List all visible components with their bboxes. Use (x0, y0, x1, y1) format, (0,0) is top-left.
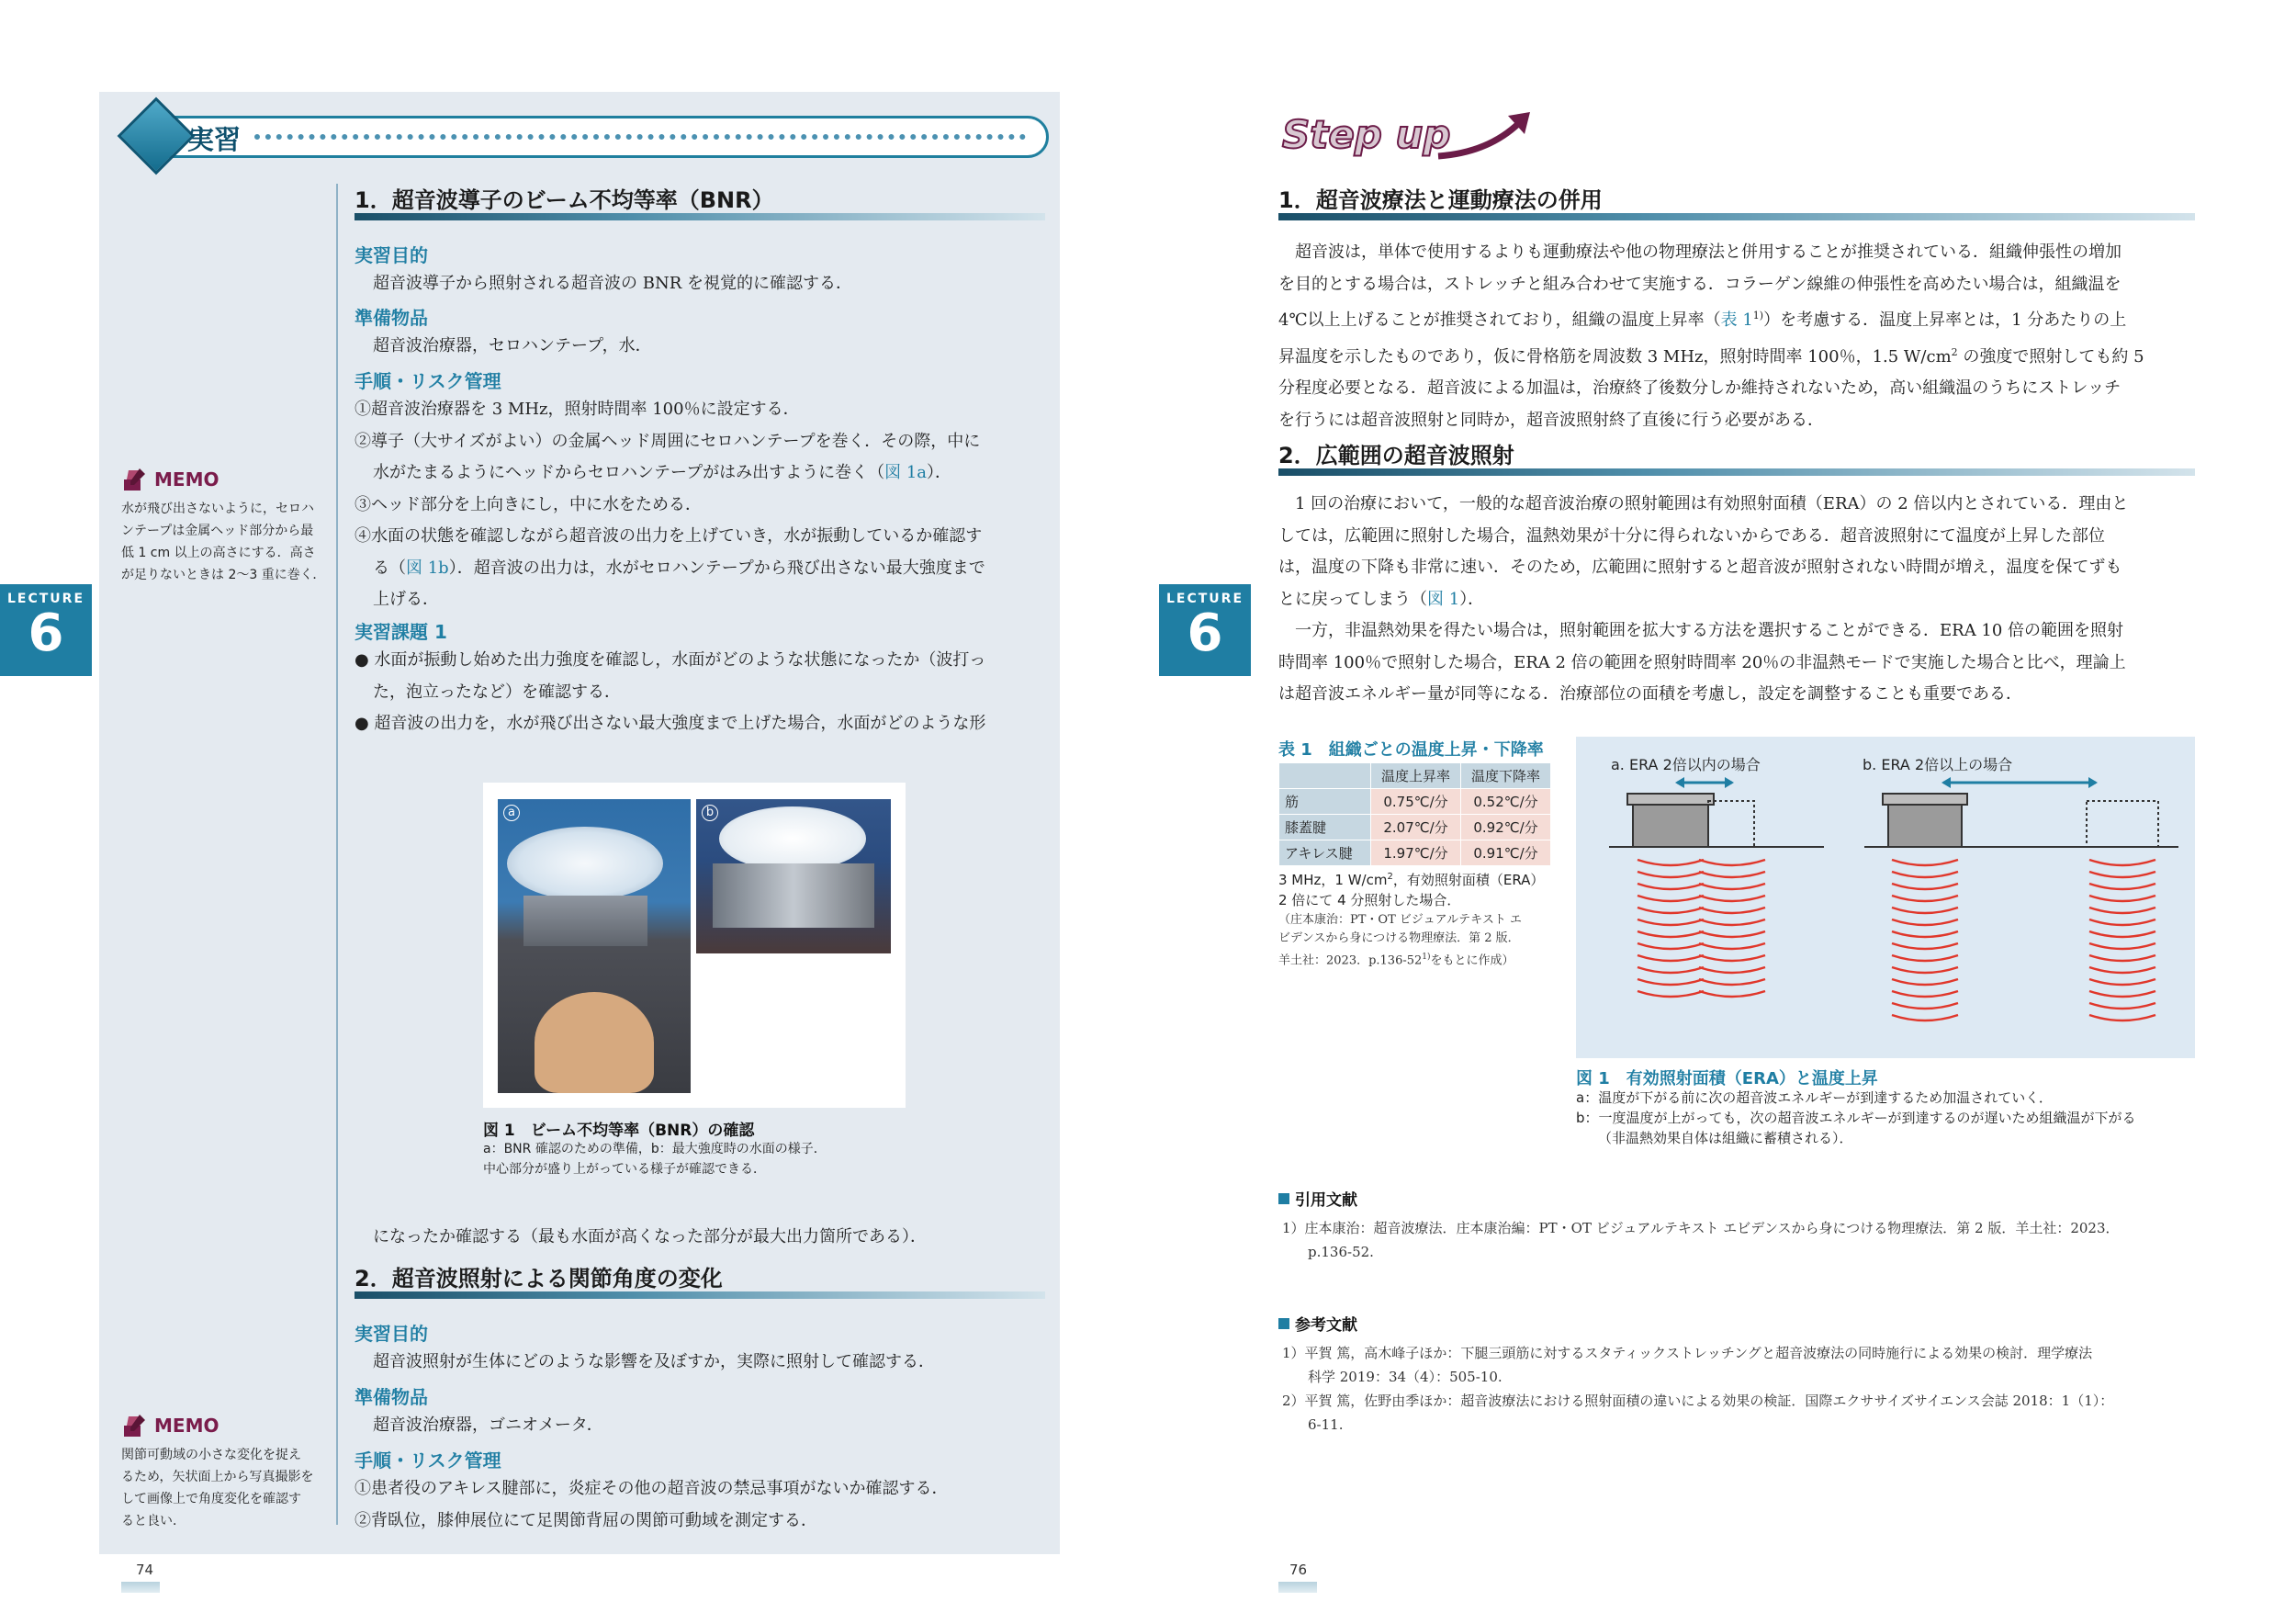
procedure-step-continued: 上げる． (373, 590, 439, 609)
ultrasound-wave (2089, 931, 2155, 937)
memo-line: ンテープは金属ヘッド部分から最 (121, 524, 314, 538)
table-note-line: 2 倍にて 4 分照射した場合． (1278, 892, 1461, 908)
body-paragraph (1278, 489, 2197, 711)
body-line: を目的とする場合は，ストレッチと組み合わせて実施する．コラーゲン線維の伸張性を高めたい場合は，組織温を (1278, 274, 2122, 294)
ultrasound-wave (1892, 1015, 1958, 1021)
body-line (1278, 584, 2197, 616)
subheading: 準備物品 (355, 307, 428, 329)
ultrasound-wave (1699, 955, 1765, 961)
section-heading-rule (355, 1291, 1045, 1299)
section-heading: 1．超音波導子のビーム不均等率（BNR） (355, 187, 774, 213)
body-line: 超音波は，単体で使用するよりも運動療法や他の物理療法と併用することが推奨されている．組織伸張性の増加 (1295, 242, 2122, 262)
ultrasound-wave (1638, 931, 1704, 937)
ultrasound-wave (1892, 991, 1958, 997)
figure-caption-line: b：一度温度が上がっても，次の超音波エネルギーが到達するのが遅いため組織温が下がる (1576, 1110, 2136, 1126)
ultrasound-wave (1892, 955, 1958, 961)
procedure-text: ）．超音波の出力は，水がセロハンテープから飛び出さない最大強度まで (448, 558, 985, 578)
ultrasound-wave (2089, 979, 2155, 985)
ultrasound-wave (1892, 931, 1958, 937)
table-header-cell (1279, 763, 1371, 789)
section-heading: 1．超音波療法と運動療法の併用 (1278, 187, 1603, 213)
subheading: 手順・リスク管理 (355, 1449, 501, 1472)
memo-text (121, 498, 328, 586)
lecture-tab (1159, 584, 1251, 676)
ultrasound-wave (2089, 955, 2155, 961)
citation-superscript: 1) (1752, 310, 1764, 321)
procedure-step-continued (355, 457, 985, 490)
ultrasound-wave (1892, 872, 1958, 877)
memo-line: ると良い． (121, 1514, 186, 1528)
task-list (355, 645, 985, 740)
stepup-banner (1278, 108, 1536, 171)
procedure-step-continued (355, 553, 985, 585)
table-note-line (1278, 867, 1544, 890)
ultrasound-wave (2089, 896, 2155, 901)
table-source-text: をもとに作成） (1430, 953, 1514, 968)
procedure-text: る（ (373, 558, 406, 578)
photo-bnr-max-intensity (696, 799, 891, 953)
subheading: 実習課題 1 (355, 621, 447, 643)
ultrasound-wave (1638, 991, 1704, 997)
figure-caption-title: 図 1 ビーム不均等率（BNR）の確認 (483, 1122, 755, 1140)
ultrasound-wave (1699, 896, 1765, 901)
photo-label: b (702, 805, 718, 821)
memo-line: 関節可動域の小さな変化を捉え (121, 1448, 301, 1462)
procedure-list (355, 1473, 949, 1537)
table-cell: アキレス腱 (1279, 840, 1371, 866)
table-source-text: 羊土社：2023．p.136-52 (1278, 953, 1423, 968)
memo-text (121, 1444, 328, 1532)
lecture-tab-label: LECTURE (6, 592, 85, 606)
ultrasound-wave (1699, 919, 1765, 925)
table-source (1278, 911, 1559, 970)
ultrasound-wave (1638, 967, 1704, 973)
section-heading: 2．超音波照射による関節角度の変化 (355, 1266, 723, 1291)
figure-caption-line: 中心部分が盛り上がっている様子が確認できる． (483, 1162, 766, 1177)
table-cell: 0.92℃/分 (1461, 815, 1551, 840)
ultrasound-wave (1699, 991, 1765, 997)
ultrasound-wave (1638, 919, 1704, 925)
body-text: とに戻ってしまう（ (1278, 589, 1427, 609)
reference-line: 1）平賀 篤，高木峰子ほか：下腿三頭筋に対するスタティックストレッチングと超音波療法の同時施行による効果の検討．理学療法 (1282, 1345, 2093, 1361)
references-heading-text: 参考文献 (1295, 1316, 1357, 1335)
ultrasound-wave (1892, 967, 1958, 973)
memo-heading-text: MEMO (154, 1415, 219, 1437)
ultrasound-wave (1699, 943, 1765, 949)
hand (535, 992, 654, 1093)
ultrasound-wave (1699, 860, 1765, 865)
body-text: 超音波照射が生体にどのような影響を及ぼすか，実際に照射して確認する． (373, 1352, 935, 1371)
ultrasound-wave (1892, 860, 1958, 865)
ultrasound-wave (1699, 884, 1765, 889)
memo-line: して画像上で角度変化を確認す (121, 1492, 301, 1506)
table-source-line: （庄本康治：PT・OT ビジュアルテキスト エ (1278, 913, 1522, 927)
body-text: 昇温度を示したものであり，仮に骨格筋を周波数 3 MHz，照射時間率 100％，1.5 W/cm (1278, 346, 1952, 367)
figure-caption-line: （非温熱効果自体は組織に蓄積される）． (1598, 1130, 1853, 1146)
reference-line: 1）庄本康治：超音波療法．庄本康治編：PT・OT ビジュアルテキスト エビデンスから身につける物理療法．第 2 版．羊土社：2023． (1282, 1220, 2120, 1236)
temperature-table (1278, 762, 1551, 866)
body-text: の強度で照射しても約 5 (1957, 346, 2144, 367)
ultrasound-wave (2089, 967, 2155, 973)
ultrasound-wave (2089, 943, 2155, 949)
page-number: 74 (136, 1562, 154, 1578)
ultrasound-wave (1699, 967, 1765, 973)
memo-line: 水が飛び出さないように，セロハ (121, 502, 314, 516)
ultrasound-wave (1638, 979, 1704, 985)
diagram-label: b. ERA 2倍以上の場合 (1863, 756, 2013, 773)
ultrasound-wave (2089, 872, 2155, 877)
table-reference-link[interactable]: 表 1 (1720, 310, 1753, 330)
figure-reference-link[interactable]: 図 1 (1427, 589, 1460, 609)
body-line: を行うには超音波照射と同時か，超音波照射終了直後に行う必要がある． (1278, 410, 1824, 430)
subheading: 実習目的 (355, 1323, 428, 1345)
table-row (1279, 789, 1551, 815)
section-heading-rule (1278, 468, 2195, 476)
section-banner (121, 108, 1049, 164)
body-line: しては，広範囲に照射した場合，温熱効果が十分に得られないからである．超音波照射にて温度が上昇した部位 (1278, 525, 2105, 546)
figure-caption-title: 図 1 有効照射面積（ERA）と温度上昇 (1576, 1069, 1878, 1088)
procedure-step: ②背臥位，膝伸展位にて足関節背屈の関節可動域を測定する． (355, 1510, 817, 1530)
section-heading-rule (355, 213, 1045, 220)
table-header-cell: 温度下降率 (1461, 763, 1551, 789)
era-diagram (1576, 737, 2195, 1058)
ultrasound-wave (1699, 931, 1765, 937)
page-number-bar (121, 1582, 160, 1593)
references-heading (1278, 1187, 1357, 1210)
ultrasound-wave (1638, 872, 1704, 877)
table-note-text: 3 MHz，1 W/cm (1278, 872, 1388, 888)
body-text: 超音波治療器，ゴニオメータ． (373, 1415, 603, 1435)
square-bullet-icon (1278, 1318, 1289, 1329)
table-cell: 0.91℃/分 (1461, 840, 1551, 866)
ultrasound-wave (1892, 1003, 1958, 1009)
ultrasound-wave (1638, 955, 1704, 961)
procedure-text: 水がたまるようにヘッドからセロハンテープがはみ出すように巻く（ (373, 463, 885, 482)
body-text: 4℃以上上げることが推奨されており，組織の温度上昇率（ (1278, 310, 1721, 330)
references-heading (1278, 1312, 1357, 1335)
table-title: 表 1 組織ごとの温度上昇・下降率 (1278, 740, 1544, 760)
lecture-tab-label: LECTURE (1165, 592, 1244, 606)
metal-head (713, 863, 874, 928)
body-text: ）を考慮する．温度上昇率とは，1 分あたりの上 (1763, 310, 2127, 330)
figure-caption-line: a：BNR 確認のための準備，b：最大強度時の水面の様子． (483, 1142, 827, 1156)
ultrasound-wave (2089, 908, 2155, 913)
ultrasound-wave (1638, 884, 1704, 889)
body-line: は超音波エネルギー量が同等になる．治療部位の面積を考慮し，設定を調整することも重要である． (1278, 684, 2022, 704)
memo-box (121, 467, 328, 586)
body-line: 時間率 100％で照射した場合，ERA 2 倍の範囲を照射時間率 20％の非温熱モードで実施した場合と比べ，理論上 (1278, 652, 2126, 672)
body-line: は，温度の下降も非常に速い．そのため，広範囲に照射すると超音波が照射されない時間が増え，温度を保てずも (1278, 558, 2122, 577)
body-line: 一方，非温熱効果を得たい場合は，照射範囲を拡大する方法を選択することができる．ERA 10 倍の範囲を照射 (1295, 621, 2124, 640)
body-line (1278, 337, 2197, 374)
memo-heading-text: MEMO (154, 468, 219, 491)
body-text: 超音波治療器，セロハンテープ，水． (373, 336, 652, 355)
ultrasound-wave (1638, 943, 1704, 949)
section-heading-rule (1278, 213, 2195, 220)
table-cell: 筋 (1279, 789, 1371, 815)
memo-heading (121, 1413, 328, 1438)
ultrasound-wave (1892, 979, 1958, 985)
table-note (1278, 867, 1544, 910)
table-cell: 0.75℃/分 (1371, 789, 1461, 815)
memo-box (121, 1413, 328, 1532)
subheading: 準備物品 (355, 1386, 428, 1408)
lecture-tab-number: 6 (1187, 603, 1223, 663)
water-surface (719, 806, 866, 871)
table-note-text: ，有効照射面積（ERA） (1392, 872, 1545, 888)
memo-line: るため，矢状面上から写真撮影を (121, 1470, 314, 1484)
ultrasound-wave (2089, 1003, 2155, 1009)
ultrasound-wave (2089, 860, 2155, 865)
ultrasound-wave (2089, 991, 2155, 997)
ultrasound-wave (1699, 979, 1765, 985)
ultrasound-wave (1638, 896, 1704, 901)
task-item-continued: になったか確認する（最も水面が高くなった部分が最大出力箇所である）． (373, 1227, 927, 1246)
body-text: 超音波導子から照射される超音波の BNR を視覚的に確認する． (373, 274, 852, 293)
reference-item (1282, 1216, 2120, 1264)
unit-superscript: 2 (1951, 345, 1958, 358)
reference-line: 6-11. (1308, 1416, 1344, 1433)
era-diagram-svg (1576, 737, 2195, 1058)
procedure-step: ①超音波治療器を 3 MHz，照射時間率 100％に設定する． (355, 400, 800, 419)
ultrasound-wave (1892, 908, 1958, 913)
table-source-line (1278, 948, 1559, 970)
body-line (1278, 300, 2197, 337)
task-item-continued: た，泡立ったなど）を確認する． (373, 682, 621, 702)
diamond-icon (118, 97, 196, 175)
table-row (1279, 840, 1551, 866)
ultrasound-wave (1892, 919, 1958, 925)
ultrasound-wave (2089, 884, 2155, 889)
ultrasound-wave (1699, 908, 1765, 913)
diagram-label: a. ERA 2倍以内の場合 (1611, 756, 1761, 773)
stepup-label: Step up (1282, 112, 1451, 157)
page-number: 76 (1289, 1562, 1308, 1578)
table-cell: 膝蓋腱 (1279, 815, 1371, 840)
procedure-list (355, 394, 985, 616)
ultrasound-wave (1699, 872, 1765, 877)
column-divider (336, 184, 338, 1525)
square-bullet-icon (1278, 1193, 1289, 1204)
table-header-cell: 温度上昇率 (1371, 763, 1461, 789)
memo-pencil-icon (121, 467, 147, 492)
photo-label: a (503, 805, 520, 821)
banner-title: 実習 (187, 124, 242, 155)
reference-line: 科学 2019：34（4）：505-10. (1308, 1369, 1503, 1385)
metal-head (523, 896, 647, 946)
ultrasound-wave (2089, 1015, 2155, 1021)
page-number-bar (1278, 1582, 1317, 1593)
procedure-step: ①患者役のアキレス腱部に，炎症その他の超音波の禁忌事項がないか確認する． (355, 1479, 949, 1498)
body-line: 1 回の治療において，一般的な超音波治療の照射範囲は有効照射面積（ERA）の 2 倍以内とされている．理由と (1295, 494, 2129, 513)
table-row (1279, 815, 1551, 840)
references-heading-text: 引用文献 (1295, 1191, 1357, 1210)
task-item: ● 超音波の出力を，水が飛び出さない最大強度まで上げた場合，水面がどのような形 (355, 714, 986, 733)
ultrasound-wave (1892, 896, 1958, 901)
body-paragraph (1278, 237, 2197, 436)
table-header-row (1279, 763, 1551, 789)
memo-line: が足りないときは 2～3 重に巻く． (121, 568, 326, 582)
banner-dotted-line (254, 134, 1026, 140)
ultrasound-wave (1892, 943, 1958, 949)
procedure-step: ③ヘッド部分を上向きにし，中に水をためる． (355, 494, 702, 514)
memo-pencil-icon (121, 1413, 147, 1438)
reference-list (1282, 1341, 2113, 1437)
body-text: ）． (1459, 589, 1485, 609)
procedure-step: ②導子（大サイズがよい）の金属ヘッド周囲にセロハンテープを巻く．その際，中に (355, 431, 981, 451)
procedure-step: ④水面の状態を確認しながら超音波の出力を上げていき，水が振動しているか確認す (355, 526, 983, 546)
reference-line: 2）平賀 篤，佐野由季ほか：超音波療法における照射面積の違いによる効果の検証．国際エクササイズサイエンス会誌 2018：1（1）： (1282, 1393, 2114, 1409)
table-cell: 0.52℃/分 (1461, 789, 1551, 815)
lecture-tab-number: 6 (28, 603, 64, 663)
water-surface (507, 827, 663, 900)
ultrasound-wave (2089, 919, 2155, 925)
figure-photo-frame (483, 783, 906, 1108)
reference-line: p.136-52. (1308, 1244, 1374, 1260)
table-cell: 2.07℃/分 (1371, 815, 1461, 840)
section-heading: 2．広範囲の超音波照射 (1278, 443, 1514, 468)
figure-reference-link[interactable]: 図 1b (406, 558, 449, 578)
body-line: 分程度必要となる．超音波による加温は，治療終了後数分しか維持されないため，高い組織温のうちにストレッチ (1278, 378, 2122, 398)
figure-caption-line: a：温度が下がる前に次の超音波エネルギーが到達するため加温されていく． (1576, 1089, 2053, 1106)
procedure-text: ）． (927, 463, 952, 482)
figure-reference-link[interactable]: 図 1a (884, 463, 928, 482)
task-item: ● 水面が振動し始めた出力強度を確認し，水面がどのような状態になったか（波打っ (355, 650, 986, 670)
ultrasound-wave (1638, 860, 1704, 865)
citation-superscript: 1) (1422, 953, 1431, 962)
ultrasound-wave (1638, 908, 1704, 913)
unit-superscript: 2 (1387, 872, 1393, 882)
table-source-line: ビデンスから身につける物理療法．第 2 版． (1278, 931, 1520, 945)
subheading: 手順・リスク管理 (355, 370, 501, 392)
table-cell: 1.97℃/分 (1371, 840, 1461, 866)
stepup-arrow-icon (1435, 108, 1536, 164)
figure-caption (483, 1139, 827, 1179)
memo-heading (121, 467, 328, 492)
subheading: 実習目的 (355, 244, 428, 266)
figure-caption (1576, 1088, 2136, 1148)
photo-bnr-preparation (498, 799, 691, 1093)
lecture-tab (0, 584, 92, 676)
ultrasound-wave (1892, 884, 1958, 889)
memo-line: 低 1 cm 以上の高さにする．高さ (121, 546, 316, 560)
